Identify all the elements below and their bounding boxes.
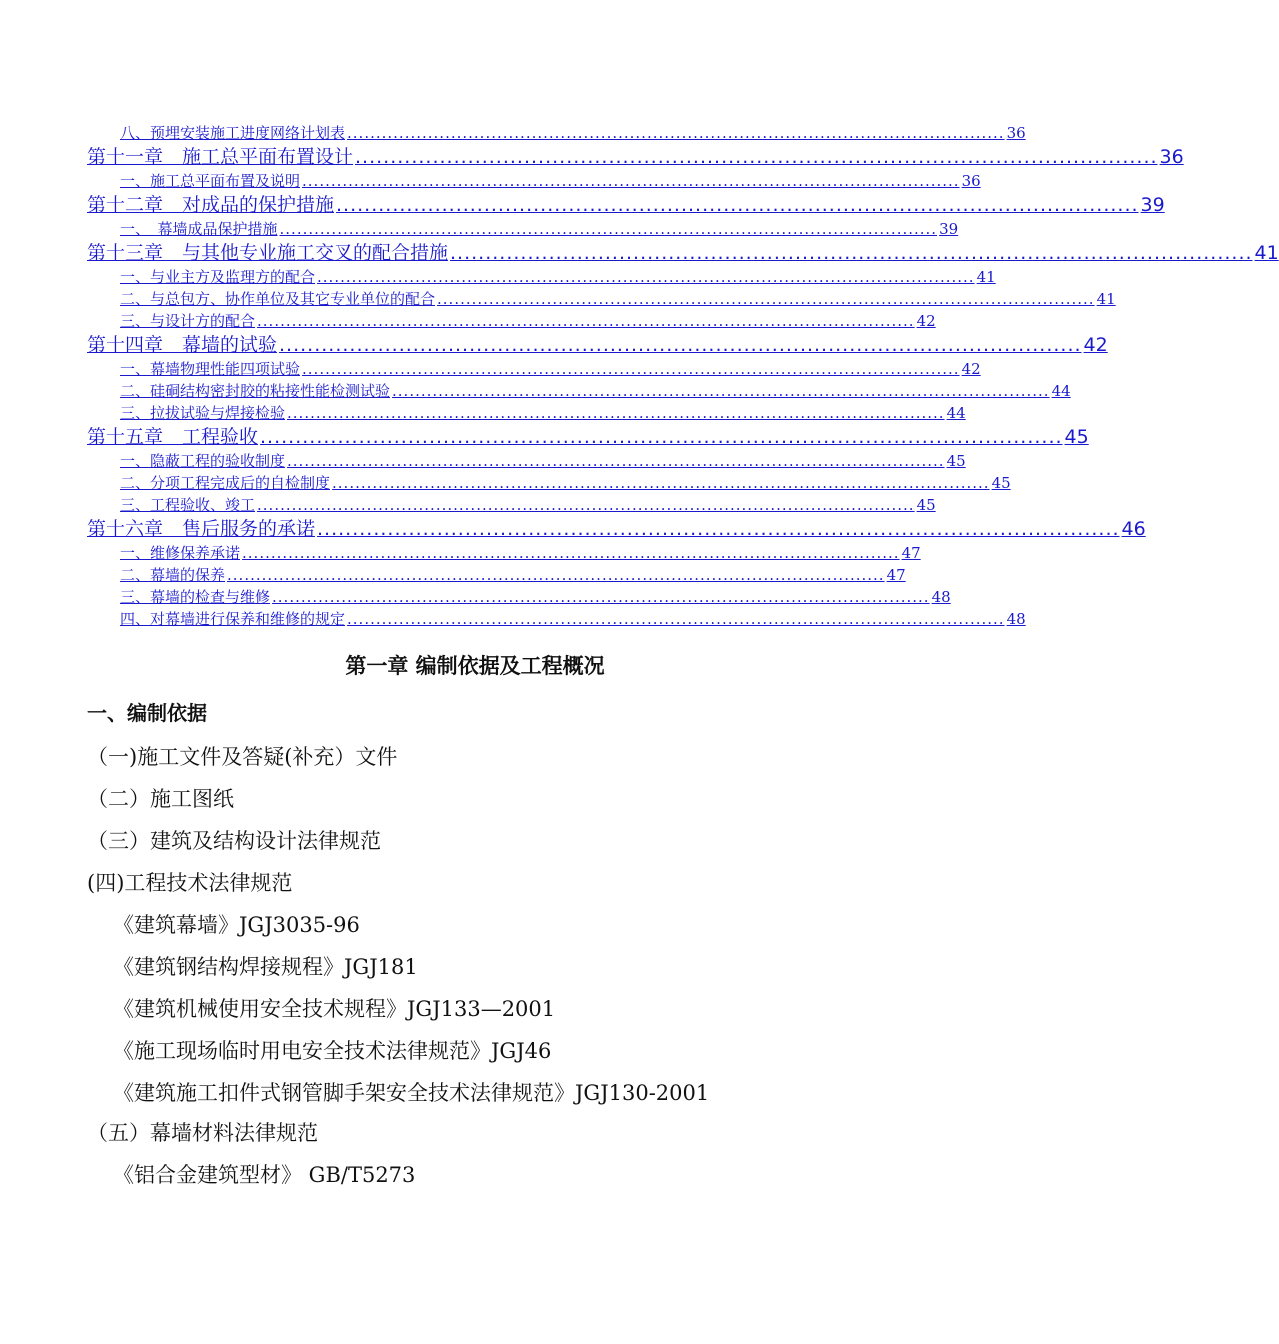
toc-entry-page: 48 [1006, 610, 1026, 628]
toc-entry-title: 八、预埋安装施工进度网络计划表 [120, 124, 346, 142]
toc-leader: .................................................................................................................. [242, 544, 900, 562]
toc-entry[interactable] [87, 332, 1108, 358]
toc-leader: .................................................................................................................. [336, 194, 1139, 216]
toc-entry[interactable] [120, 170, 981, 192]
toc-entry-page: 36 [1159, 146, 1184, 168]
toc-entry-page: 39 [1140, 194, 1165, 216]
toc-leader: .................................................................................................................. [302, 360, 960, 378]
toc-entry[interactable] [120, 358, 981, 380]
toc-entry-page: 44 [946, 404, 966, 422]
toc-entry-title: 第十一章 施工总平面布置设计 [87, 146, 354, 168]
toc-entry-title: 二、硅硐结构密封胶的粘接性能检测试验 [120, 382, 391, 400]
body-line: 《建筑幕墙》JGJ3035-96 [113, 913, 360, 937]
toc-leader: .................................................................................................................. [257, 496, 915, 514]
toc-entry[interactable] [87, 192, 1165, 218]
toc-entry[interactable] [120, 218, 959, 240]
chapter-title: 第一章 编制依据及工程概况 [345, 654, 605, 678]
toc-entry-page: 45 [991, 474, 1011, 492]
toc-entry[interactable] [120, 450, 966, 472]
toc-entry-page: 42 [1083, 334, 1108, 356]
body-line: (四)工程技术法律规范 [87, 871, 293, 895]
toc-leader: .................................................................................................................. [355, 146, 1158, 168]
body-line: 《施工现场临时用电安全技术法律规范》JGJ46 [113, 1039, 552, 1063]
toc-entry-title: 二、与总包方、协作单位及其它专业单位的配合 [120, 290, 436, 308]
toc-entry[interactable] [120, 472, 1011, 494]
toc-entry-page: 42 [916, 312, 936, 330]
toc-entry[interactable] [120, 402, 966, 424]
body-line: 《建筑钢结构焊接规程》JGJ181 [113, 955, 418, 979]
toc-leader: .................................................................................................................. [317, 268, 975, 286]
toc-entry-page: 41 [1254, 242, 1279, 264]
toc-entry-page: 42 [961, 360, 981, 378]
toc-entry-title: 一、与业主方及监理方的配合 [120, 268, 316, 286]
toc-entry[interactable] [120, 288, 1116, 310]
toc-entry-page: 47 [886, 566, 906, 584]
toc-entry-title: 二、分项工程完成后的自检制度 [120, 474, 331, 492]
toc-entry-page: 41 [976, 268, 996, 286]
body-line: （一)施工文件及答疑(补充）文件 [87, 745, 398, 769]
toc-entry-title: 三、拉拔试验与焊接检验 [120, 404, 286, 422]
section-heading: 一、编制依据 [87, 701, 207, 725]
toc-entry-page: 47 [901, 544, 921, 562]
toc-entry[interactable] [87, 424, 1089, 450]
toc-entry-page: 45 [1064, 426, 1089, 448]
toc-entry[interactable] [120, 494, 936, 516]
toc-leader: .................................................................................................................. [332, 474, 990, 492]
toc-entry-page: 39 [939, 220, 959, 238]
toc-leader: .................................................................................................................. [437, 290, 1095, 308]
toc-leader: .................................................................................................................. [347, 610, 1005, 628]
toc-entry-page: 44 [1051, 382, 1071, 400]
toc-entry-title: 一、隐蔽工程的验收制度 [120, 452, 286, 470]
body-line: 《铝合金建筑型材》 GB/T5273 [113, 1163, 416, 1187]
toc-leader: .................................................................................................................. [347, 124, 1005, 142]
toc-leader: .................................................................................................................. [287, 404, 945, 422]
toc-entry[interactable] [120, 542, 921, 564]
toc-leader: .................................................................................................................. [450, 242, 1253, 264]
toc-entry-title: 第十四章 幕墙的试验 [87, 334, 278, 356]
toc-entry-title: 三、幕墙的检查与维修 [120, 588, 271, 606]
toc-leader: .................................................................................................................. [317, 518, 1120, 540]
toc-entry-title: 第十五章 工程验收 [87, 426, 259, 448]
body-line: （五）幕墙材料法律规范 [87, 1121, 318, 1145]
toc-entry-title: 一、幕墙物理性能四项试验 [120, 360, 301, 378]
toc-entry-title: 三、与设计方的配合 [120, 312, 256, 330]
toc-entry[interactable] [120, 266, 996, 288]
toc-entry-page: 41 [1096, 290, 1116, 308]
toc-leader: .................................................................................................................. [302, 172, 960, 190]
toc-entry-title: 第十六章 售后服务的承诺 [87, 518, 316, 540]
toc-entry-page: 36 [961, 172, 981, 190]
toc-entry-page: 36 [1006, 124, 1026, 142]
toc-entry-title: 第十三章 与其他专业施工交叉的配合措施 [87, 242, 449, 264]
toc-entry[interactable] [120, 310, 936, 332]
toc-leader: .................................................................................................................. [257, 312, 915, 330]
toc-leader: .................................................................................................................. [227, 566, 885, 584]
toc-leader: .................................................................................................................. [260, 426, 1063, 448]
toc-entry[interactable] [87, 144, 1184, 170]
toc-leader: .................................................................................................................. [287, 452, 945, 470]
toc-entry[interactable] [120, 380, 1071, 402]
toc-entry[interactable] [120, 586, 951, 608]
body-line: 《建筑施工扣件式钢管脚手架安全技术法律规范》JGJ130-2001 [113, 1081, 710, 1105]
toc-entry-page: 48 [931, 588, 951, 606]
toc-entry-title: 第十二章 对成品的保护措施 [87, 194, 335, 216]
toc-entry-title: 一、维修保养承诺 [120, 544, 241, 562]
toc-entry[interactable] [87, 240, 1279, 266]
body-line: （三）建筑及结构设计法律规范 [87, 829, 381, 853]
toc-entry-title: 四、对幕墙进行保养和维修的规定 [120, 610, 346, 628]
toc-leader: .................................................................................................................. [279, 334, 1082, 356]
toc-entry-title: 一、 幕墙成品保护措施 [120, 220, 278, 238]
toc-entry[interactable] [120, 564, 906, 586]
toc-leader: .................................................................................................................. [392, 382, 1050, 400]
toc-entry-page: 45 [946, 452, 966, 470]
toc-entry-page: 46 [1121, 518, 1146, 540]
toc-entry-title: 三、工程验收、竣工 [120, 496, 256, 514]
toc-leader: .................................................................................................................. [279, 220, 938, 238]
toc-entry[interactable] [120, 122, 1026, 144]
toc-entry[interactable] [87, 516, 1146, 542]
toc-entry-title: 一、施工总平面布置及说明 [120, 172, 301, 190]
toc-entry-title: 二、幕墙的保养 [120, 566, 226, 584]
toc-entry-page: 45 [916, 496, 936, 514]
body-line: （二）施工图纸 [87, 787, 234, 811]
body-line: 《建筑机械使用安全技术规程》JGJ133—2001 [113, 997, 556, 1021]
toc-entry[interactable] [120, 608, 1026, 630]
toc-leader: .................................................................................................................. [272, 588, 930, 606]
